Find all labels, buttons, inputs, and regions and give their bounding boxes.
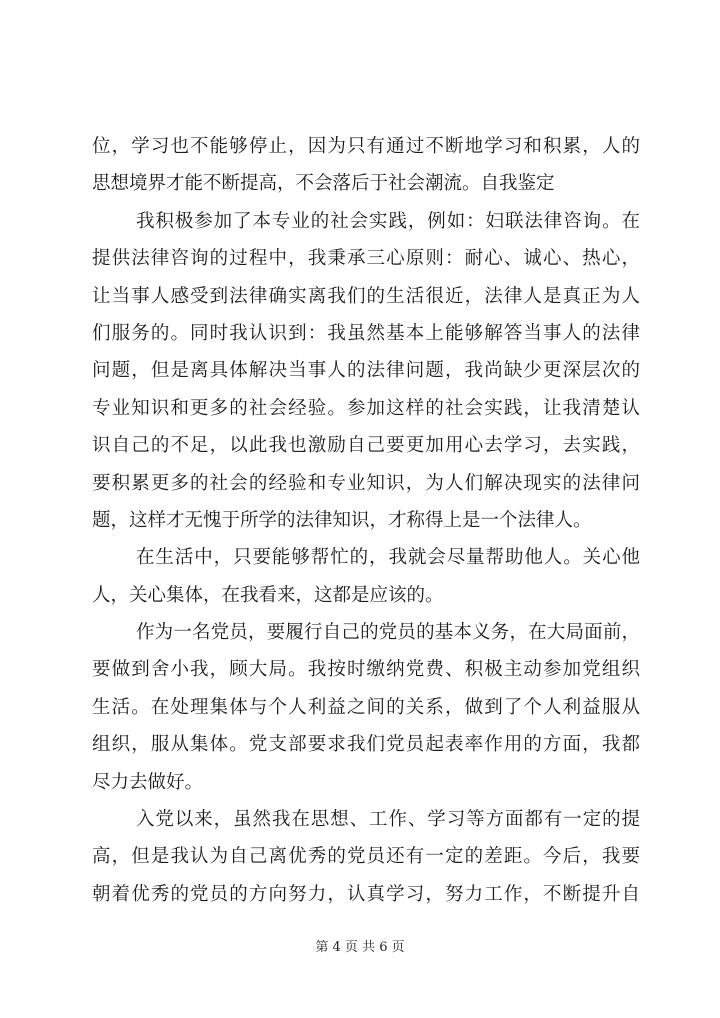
text-line: 生活。在处理集体与个人利益之间的关系，做到了个人利益服从: [92, 696, 640, 718]
page-number-footer: 第 4 页 共 6 页: [315, 940, 405, 955]
text-line: 我积极参加了本专业的社会实践，例如：妇联法律咨询。在: [136, 210, 640, 232]
text-line: 识自己的不足，以此我也激励自己要更加用心去学习，去实践，: [92, 435, 640, 457]
text-line: 高，但是我认为自己离优秀的党员还有一定的差距。今后，我要: [92, 846, 640, 868]
text-line: 们服务的。同时我认识到：我虽然基本上能够解答当事人的法律: [92, 322, 640, 344]
text-line: 问题，但是离具体解决当事人的法律问题，我尚缺少更深层次的: [92, 360, 640, 382]
text-line: 组织，服从集体。党支部要求我们党员起表率作用的方面，我都: [92, 734, 640, 756]
text-line: 思想境界才能不断提高，不会落后于社会潮流。自我鉴定: [92, 173, 555, 195]
text-line: 人，关心集体，在我看来，这都是应该的。: [92, 584, 444, 606]
text-line: 作为一名党员，要履行自己的党员的基本义务，在大局面前，: [136, 622, 640, 644]
text-line: 让当事人感受到法律确实离我们的生活很近，法律人是真正为人: [92, 285, 640, 307]
document-body: [92, 128, 640, 913]
text-line: 在生活中，只要能够帮忙的，我就会尽量帮助他人。关心他: [136, 547, 640, 569]
text-line: 要积累更多的社会的经验和专业知识，为人们解决现实的法律问: [92, 472, 640, 494]
text-line: 专业知识和更多的社会经验。参加这样的社会实践，让我清楚认: [92, 397, 640, 419]
text-line: 位，学习也不能够停止，因为只有通过不断地学习和积累，人的: [92, 136, 640, 157]
text-line: 入党以来，虽然我在思想、工作、学习等方面都有一定的提: [136, 809, 640, 831]
text-line: 题，这样才无愧于所学的法律知识，才称得上是一个法律人。: [92, 509, 592, 531]
text-line: 要做到舍小我，顾大局。我按时缴纳党费、积极主动参加党组织: [92, 659, 640, 681]
text-line: 尽力去做好。: [92, 771, 204, 793]
text-line: 朝着优秀的党员的方向努力，认真学习，努力工作，不断提升自: [92, 883, 640, 905]
text-line: 提供法律咨询的过程中，我秉承三心原则：耐心、诚心、热心，: [92, 248, 640, 270]
